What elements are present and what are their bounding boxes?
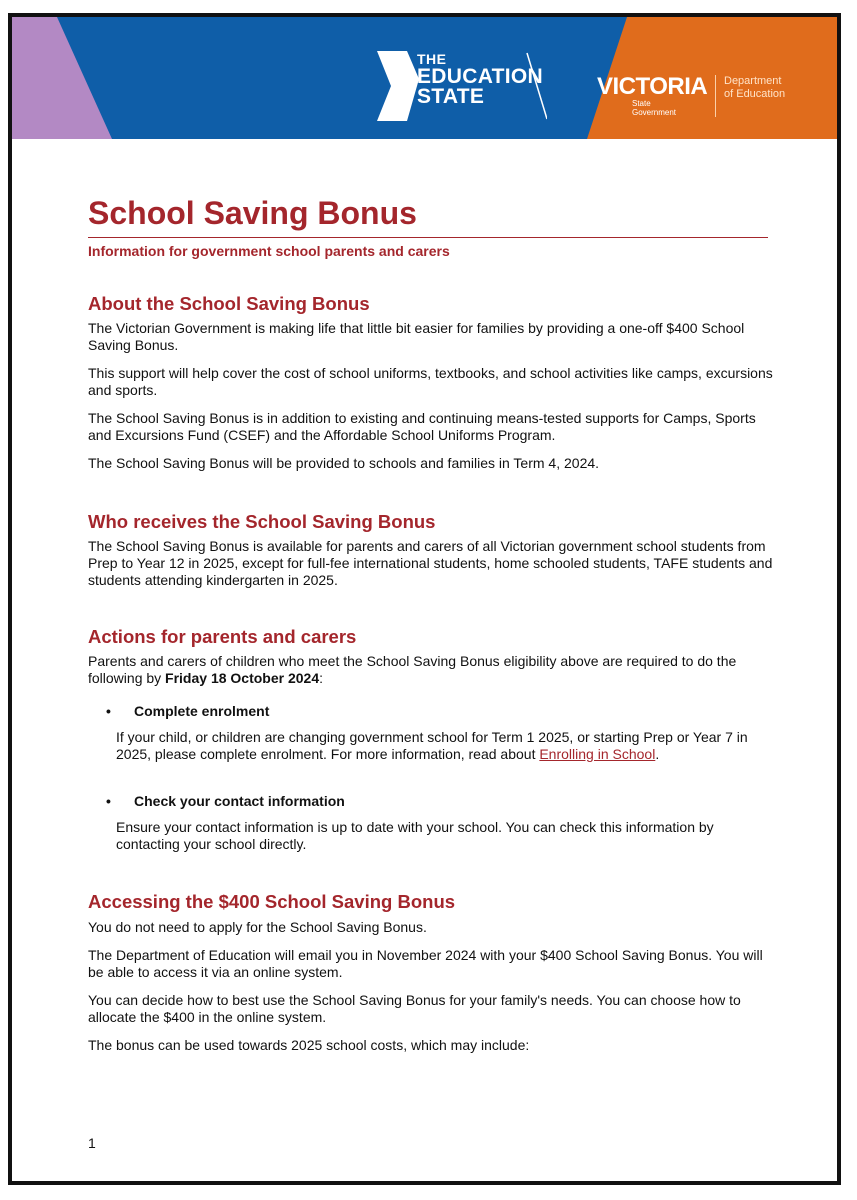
actions-intro-text: Parents and carers of children who meet the School Saving Bonus eligibility above are required to do the following by [88,653,737,686]
paragraph: The Department of Education will email you in November 2024 with your $400 School Saving Bonus. You will be able to access it via an online system. [88,947,763,980]
page-title: School Saving Bonus [88,195,417,231]
education-state-line1: EDUCATION [417,65,543,88]
bullet-check-contact [106,793,345,809]
paragraph: The School Saving Bonus will be provided to schools and families in Term 4, 2024. [88,455,600,471]
dept-divider [715,75,716,117]
section-heading-actions: Actions for parents and carers [88,626,357,647]
bullet-body [116,729,776,763]
department-name [724,75,785,101]
bullet-label: Check your contact information [134,793,345,809]
paragraph: This support will help cover the cost of school uniforms, textbooks, and school activities like camps, excursions and sports. [88,365,773,398]
paragraph: You can decide how to best use the School Saving Bonus for your family's needs. You can choose how to allocate the $400 in the online system. [88,992,741,1025]
header-banner [12,17,841,139]
bullet-dot-icon: • [106,793,111,809]
victoria-subtext [632,99,676,117]
deadline-date: Friday 18 October 2024 [165,670,320,686]
actions-intro [88,653,778,687]
bullet-body: Ensure your contact information is up to date with your school. You can check this information by contacting your school directly. [116,819,714,852]
paragraph: You do not need to apply for the School Saving Bonus. [88,919,427,935]
paragraph: The School Saving Bonus is available for parents and carers of all Victorian government school students from Prep to Year 12 in 2025, except for full-fee international students, home schooled students, TAFE students and students attending kindergarten in 2025. [88,538,773,588]
education-state-text [417,67,543,107]
deadline-suffix: : [319,670,324,686]
victoria-sub-state: State [632,99,651,108]
section-heading-about: About the School Saving Bonus [88,293,370,314]
document-page [8,13,841,1185]
bullet-body-after: . [655,746,660,762]
page-number: 1 [88,1135,96,1151]
section-heading-who: Who receives the School Saving Bonus [88,511,436,532]
enrolling-in-school-link[interactable]: Enrolling in School [539,746,656,762]
victoria-logo: VICTORIA [597,73,708,100]
dept-line1: Department [724,75,782,87]
bullet-dot-icon: • [106,703,111,719]
bullet-label: Complete enrolment [134,703,270,719]
bullet-body-text: If your child, or children are changing government school for Term 1 2025, or starting Prep or Year 7 in 2025, please complete enrolment. For more information, read about [116,729,748,762]
paragraph: The School Saving Bonus is in addition to existing and continuing means-tested supports for Camps, Sports and Excursions Fund (CSEF) and the Affordable School Uniforms Program. [88,410,756,443]
purple-accent-shape [12,17,152,139]
dept-line2: of Education [724,88,786,100]
page-subtitle: Information for government school parents and carers [88,243,450,259]
education-state-small: THE [417,51,447,67]
paragraph: The Victorian Government is making life that little bit easier for families by providing a one-off $400 School Saving Bonus. [88,320,745,353]
paragraph: The bonus can be used towards 2025 school costs, which may include: [88,1037,530,1053]
victoria-sub-government: Government [632,108,677,117]
section-heading-accessing: Accessing the $400 School Saving Bonus [88,891,456,912]
education-state-line2: STATE [417,85,485,108]
title-rule [88,237,768,238]
bullet-complete-enrolment [106,703,269,719]
